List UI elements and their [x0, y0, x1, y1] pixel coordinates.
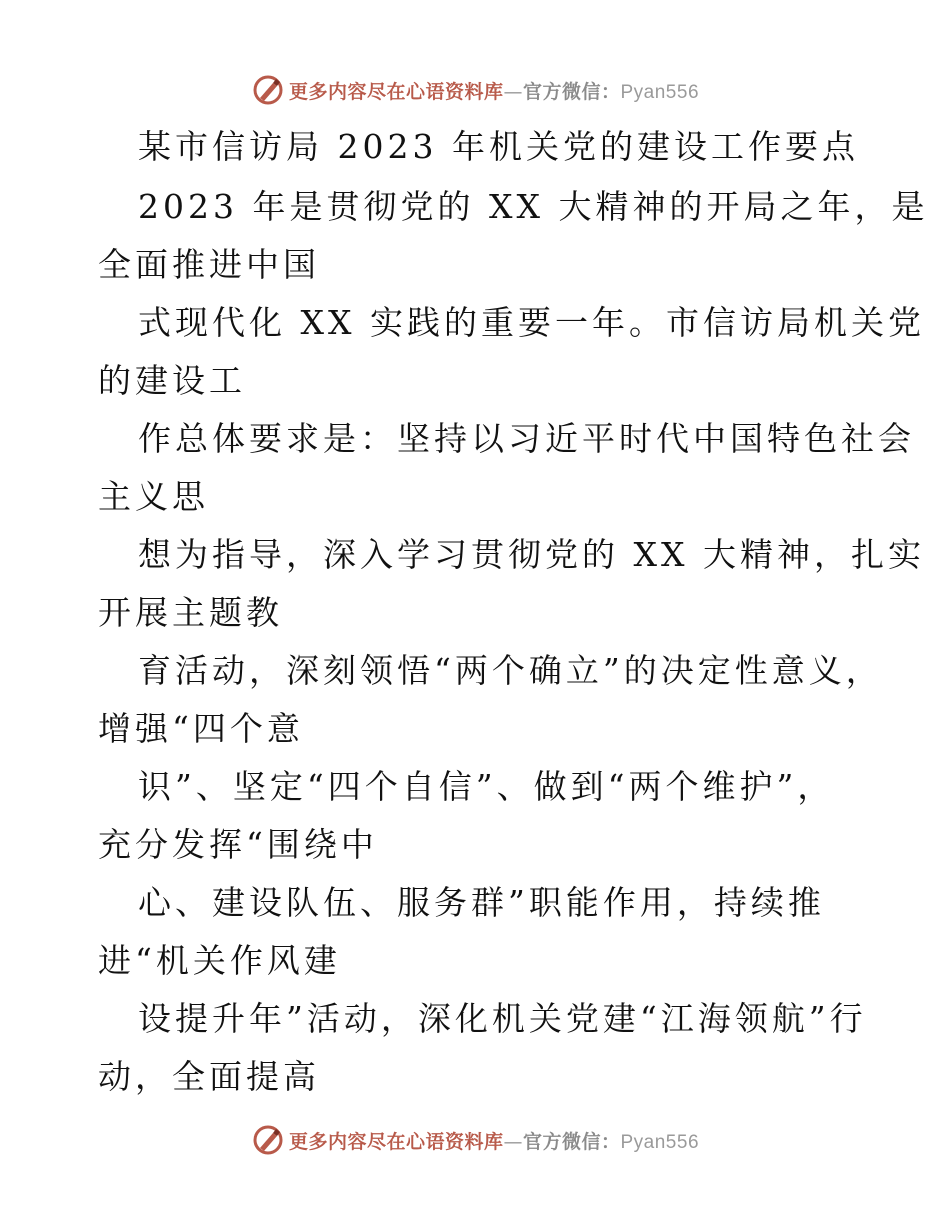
paragraph-line: 设提升年”活动，深化机关党建“江海领航”行	[138, 999, 867, 1038]
paragraph-line: 进“机关作风建	[98, 941, 341, 980]
watermark-separator: —	[503, 80, 523, 103]
top-watermark-banner	[0, 70, 950, 110]
watermark-sub-text: 官方微信：	[522, 1130, 621, 1153]
watermark-id-text: Pyan556	[620, 1131, 700, 1153]
watermark-main-text: 更多内容尽在心语资料库	[288, 80, 504, 103]
paragraph-line: 2023 年是贯彻党的 XX 大精神的开局之年，是	[138, 187, 929, 226]
paragraph-line: 动，全面提高	[98, 1057, 320, 1096]
watermark-sub-text: 官方微信：	[522, 80, 621, 103]
watermark-id-text: Pyan556	[620, 81, 700, 103]
paragraph-line: 识”、坚定“四个自信”、做到“两个维护”，	[138, 767, 835, 806]
watermark-separator: —	[503, 1130, 523, 1153]
paragraph-line: 充分发挥“围绕中	[98, 825, 378, 864]
paragraph-line: 育活动，深刻领悟“两个确立”的决定性意义，	[138, 651, 883, 690]
paragraph-line: 全面推进中国	[98, 245, 320, 284]
bottom-watermark-banner	[0, 1120, 950, 1160]
paragraph-line: 式现代化 XX 实践的重要一年。市信访局机关党	[138, 303, 925, 342]
paragraph-line: 开展主题教	[98, 593, 283, 632]
paragraph-line: 心、建设队伍、服务群”职能作用，持续推	[138, 883, 825, 922]
paragraph-line: 增强“四个意	[98, 709, 304, 748]
paragraph-line: 主义思	[98, 477, 209, 516]
pen-seal-icon	[251, 73, 285, 107]
paragraph-line: 的建设工	[98, 361, 246, 400]
pen-seal-icon	[251, 1123, 285, 1157]
watermark-main-text: 更多内容尽在心语资料库	[288, 1130, 504, 1153]
paragraph-line: 作总体要求是：坚持以习近平时代中国特色社会	[138, 419, 915, 458]
document-title: 某市信访局 2023 年机关党的建设工作要点	[138, 127, 859, 166]
paragraph-line: 想为指导，深入学习贯彻党的 XX 大精神，扎实	[138, 535, 925, 574]
